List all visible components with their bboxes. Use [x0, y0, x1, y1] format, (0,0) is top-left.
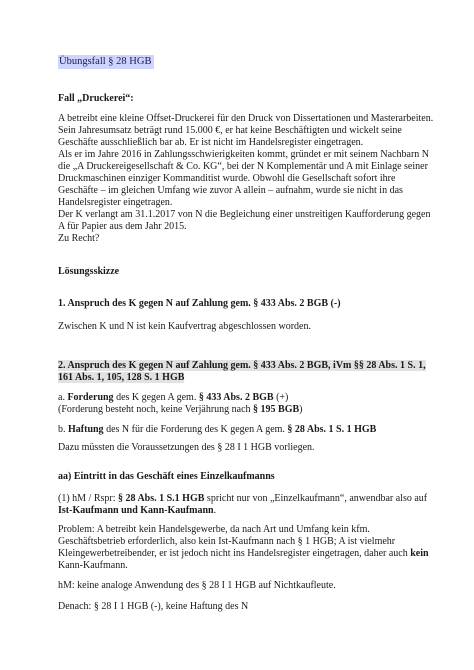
- document-title-line: [58, 55, 442, 69]
- kaufmann-terms: Ist-Kaufmann und Kann-Kaufmann: [58, 505, 214, 516]
- case-line: A für Papier aus dem Jahr 2015.: [58, 221, 187, 232]
- claim2-b: [58, 424, 442, 436]
- claim2-b-note: Dazu müssten die Voraussetzungen des § 28 I 1 HGB vorliegen.: [58, 442, 315, 453]
- norm-reference: § 28 Abs. 1 S. 1 HGB: [287, 424, 377, 435]
- claim2-heading-line: 2. Anspruch des K gegen N auf Zahlung gem. § 433 Abs. 2 BGB, iVm §§ 28 Abs. 1 S. 1,: [58, 360, 426, 371]
- case-line: Geschäfte – im gleichen Umfang wie zuvor A allein – aufnahm, wurde sie nicht in das: [58, 185, 403, 196]
- forderung-term: Forderung: [67, 392, 114, 403]
- problem-line: Kleingewerbetreibender, er ist jedoch nicht ins Handelsregister eingetragen, daher auch kein: [58, 548, 429, 559]
- claim2-b-line: b. Haftung des N für die Forderung des K gegen A gem. § 28 Abs. 1 S. 1 HGB: [58, 424, 377, 435]
- aa-conclusion: Denach: § 28 I 1 HGB (-), keine Haftung des N: [58, 601, 249, 612]
- haftung-term: Haftung: [68, 424, 104, 435]
- case-line: Als er im Jahre 2016 in Zahlungsschwierigkeiten kommt, gründet er mit seinem Nachbarn N: [58, 149, 430, 160]
- document-title: Übungsfall § 28 HGB: [58, 55, 154, 69]
- case-line: Geschäfte ausschließlich bar ab. Er ist nicht im Handelsregister eingetragen.: [58, 137, 364, 148]
- norm-reference: § 433 Abs. 2 BGB: [198, 392, 274, 403]
- case-heading: Fall „Druckerei“:: [58, 93, 134, 104]
- case-line: die „A Druckereigesellschaft & Co. KG“, bei der N Komplementär und A mit Einlage seiner: [58, 161, 428, 172]
- case-paragraph: [58, 113, 442, 245]
- claim2-heading-line: 161 Abs. 1, 105, 128 S. 1 HGB: [58, 372, 185, 383]
- problem-line: Geschäftsbetrieb erforderlich, also kein Ist-Kaufmann nach § 1 HGB; A ist vielmehr: [58, 536, 396, 547]
- claim2-a-note: (Forderung besteht noch, keine Verjährung nach § 195 BGB): [58, 404, 303, 415]
- case-line: Sein Jahresumsatz beträgt rund 15.000 €, er hat keine Beschäftigten und wickelt seine: [58, 125, 402, 136]
- case-line: Druckmaschinen einziger Kommanditist wurde. Obwohl die Gesellschaft sofort ihre: [58, 173, 396, 184]
- problem-line: Problem: A betreibt kein Handelsgewerbe, da nach Art und Umfang kein kfm.: [58, 524, 370, 535]
- claim2-a-line: a. Forderung des K gegen A gem. § 433 Abs. 2 BGB (+): [58, 392, 289, 403]
- aa-paragraph-1: (1) hM / Rspr: § 28 Abs. 1 S.1 HGB spricht nur von „Einzelkaufmann“, anwendbar also auf Ist-Kaufmann und Kann-Kaufmann.: [58, 493, 428, 516]
- aa-heading: aa) Eintritt in das Geschäft eines Einzelkaufmanns: [58, 471, 275, 482]
- aa-hm: hM: keine analoge Anwendung des § 28 I 1 HGB auf Nichtkaufleute.: [58, 580, 336, 591]
- claim1-heading: 1. Anspruch des K gegen N auf Zahlung gem. § 433 Abs. 2 BGB (-): [58, 298, 341, 309]
- case-line: Der K verlangt am 31.1.2017 von N die Begleichung einer unstreitigen Kaufforderung gegen: [58, 209, 431, 220]
- claim1-text: Zwischen K und N ist kein Kaufvertrag abgeschlossen worden.: [58, 321, 311, 332]
- case-line: A betreibt eine kleine Offset-Druckerei für den Druck von Dissertationen und Masterarbeiten.: [58, 113, 434, 124]
- claim2-a: [58, 392, 442, 416]
- solution-heading: Lösungsskizze: [58, 266, 120, 277]
- case-line: Handelsregister eingetragen.: [58, 197, 173, 208]
- claim2-heading: [58, 360, 442, 384]
- case-line: Zu Recht?: [58, 233, 100, 244]
- norm-reference: § 28 Abs. 1 S.1 HGB: [118, 493, 205, 504]
- aa-problem: [58, 524, 442, 572]
- norm-reference: § 195 BGB: [253, 404, 300, 415]
- problem-line: Kann-Kaufmann.: [58, 560, 128, 571]
